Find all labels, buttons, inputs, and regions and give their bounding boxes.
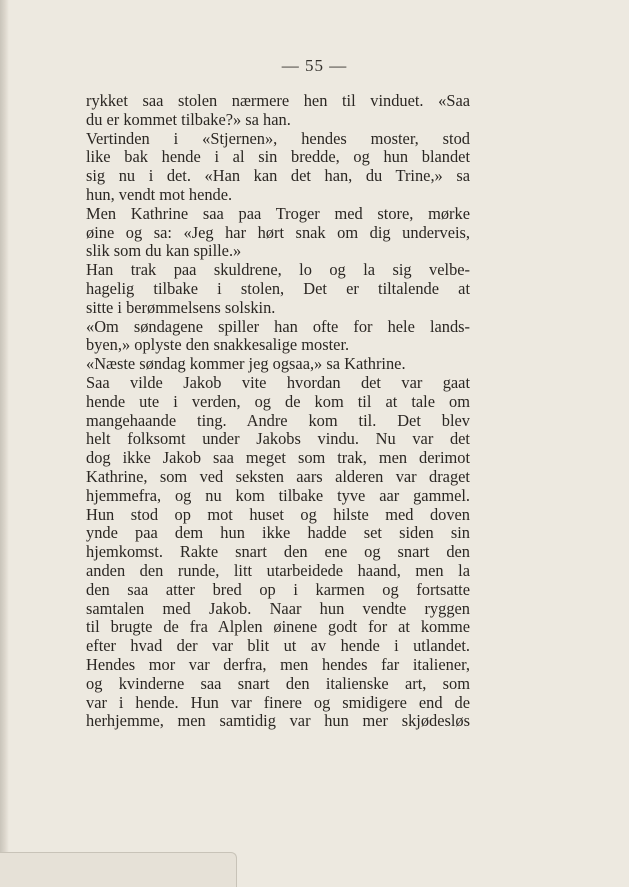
text-line: øine og sa: «Jeg har hørt snak om dig underveis,: [86, 222, 470, 242]
text-line: Kathrine, som ved seksten aars alderen var draget: [86, 466, 470, 486]
text-line: slik som du kan spille.»: [86, 241, 242, 261]
text-line: Hendes mor var derfra, men hendes far italiener,: [86, 654, 470, 674]
text-line: hende ute i verden, og de kom til at tale om: [86, 391, 470, 411]
text-line: sitte i berømmelsens solskin.: [86, 297, 276, 317]
text-line: «Næste søndag kommer jeg ogsaa,» sa Kathrine.: [86, 354, 406, 374]
text-line: du er kommet tilbake?» sa han.: [86, 109, 291, 129]
text-line: hagelig tilbake i stolen, Det er tiltalende at: [86, 278, 470, 298]
binding-shadow: [0, 0, 9, 887]
text-line: Vertinden i «Stjernen», hendes moster, stod: [86, 128, 470, 148]
text-line: byen,» oplyste den snakkesalige moster.: [86, 335, 350, 355]
text-line: Hun stod op mot huset og hilste med doven: [86, 504, 470, 524]
text-line: herhjemme, men samtidig var hun mer skjødesløs: [86, 711, 470, 731]
text-line: Han trak paa skuldrene, lo og la sig velbe-: [86, 260, 470, 280]
text-line: ynde paa dem hun ikke hadde set siden sin: [86, 523, 470, 543]
text-line: den saa atter bred op i karmen og fortsatte: [86, 579, 470, 599]
text-line: hjemmefra, og nu kom tilbake tyve aar gammel.: [86, 485, 470, 505]
text-line: like bak hende i al sin bredde, og hun blandet: [86, 147, 470, 167]
text-line: hjemkomst. Rakte snart den ene og snart den: [86, 542, 470, 562]
bottom-page-edge: [0, 852, 237, 887]
text-line: var i hende. Hun var finere og smidigere end de: [86, 692, 470, 712]
text-line: Men Kathrine saa paa Troger med store, mørke: [86, 203, 470, 223]
body-text: [86, 92, 470, 731]
text-line: og kvinderne saa snart den italienske art, som: [86, 673, 470, 693]
text-line: samtalen med Jakob. Naar hun vendte ryggen: [86, 598, 470, 618]
text-line: hun, vendt mot hende.: [86, 184, 233, 204]
text-line: rykket saa stolen nærmere hen til vinduet. «Saa: [86, 91, 470, 110]
text-line: helt folksomt under Jakobs vindu. Nu var det: [86, 429, 470, 449]
text-line: Saa vilde Jakob vite hvordan det var gaat: [86, 372, 470, 392]
text-line: «Om søndagene spiller han ofte for hele lands-: [86, 316, 470, 336]
text-line: mangehaande ting. Andre kom til. Det blev: [86, 410, 470, 430]
text-line: sig nu i det. «Han kan det han, du Trine,» sa: [86, 166, 470, 186]
page-number: — 55 —: [281, 56, 348, 75]
text-line: til brugte de fra Alplen øinene godt for at komme: [86, 617, 470, 637]
text-line: anden den runde, litt utarbeidede haand, men la: [86, 560, 470, 580]
text-line: dog ikke Jakob saa meget som trak, men derimot: [86, 448, 470, 468]
text-line: efter hvad der var blit ut av hende i utlandet.: [86, 636, 470, 656]
